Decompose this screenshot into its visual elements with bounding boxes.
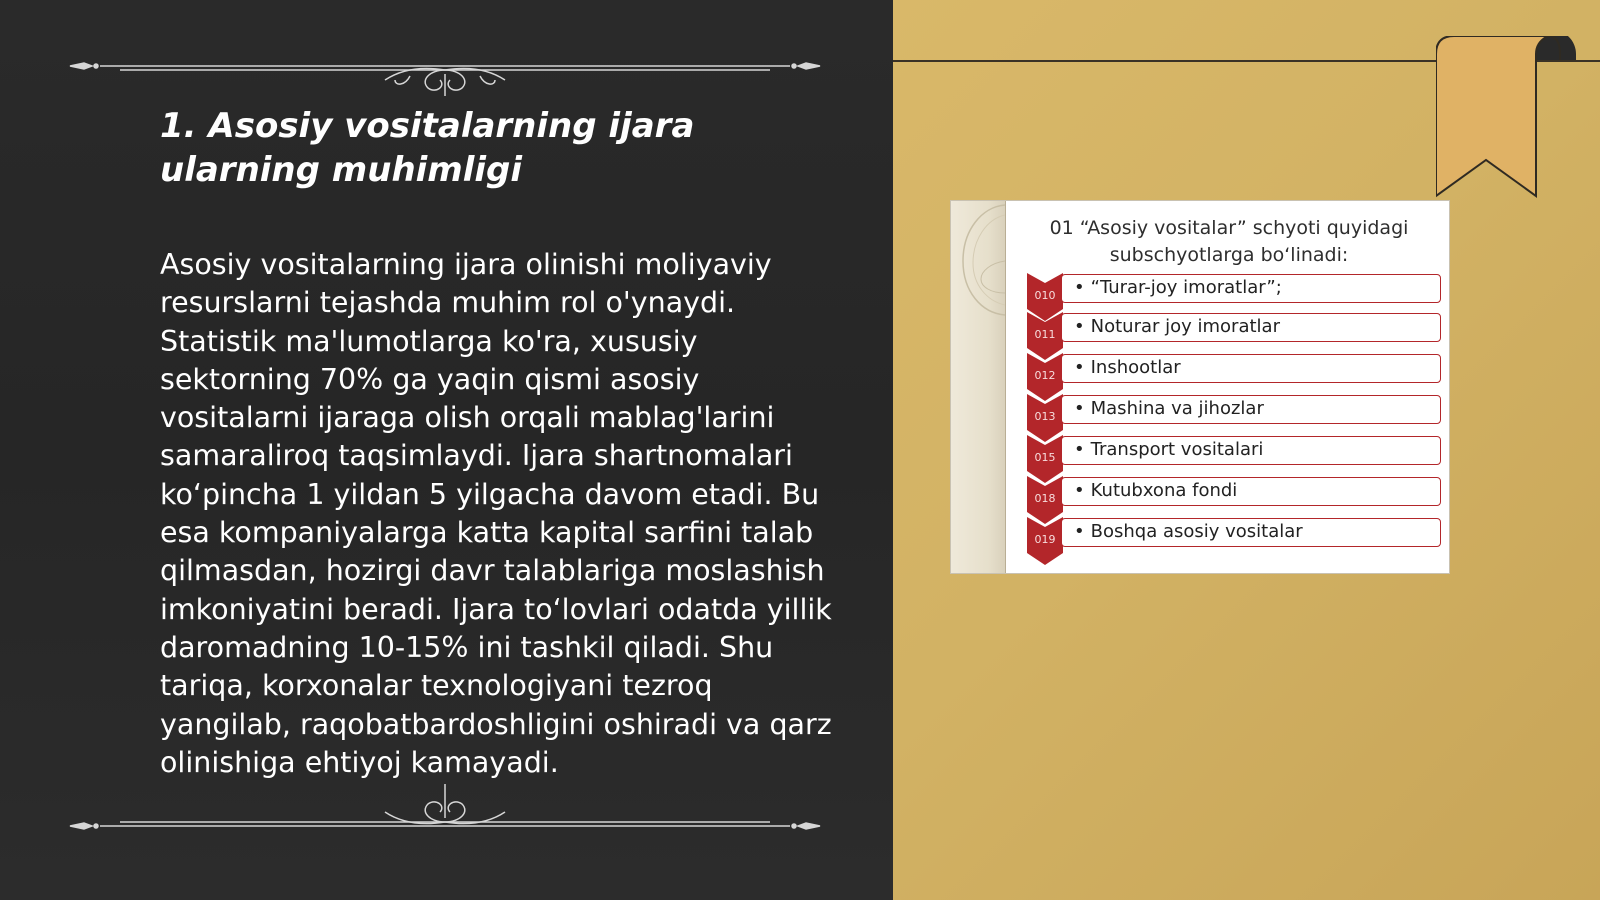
subaccount-label: Inshootlar [1090,357,1181,378]
bullet: • [1074,480,1085,501]
bullet: • [1074,521,1085,542]
subaccount-code: 015 [1034,451,1056,464]
bullet: • [1074,439,1085,460]
subaccount-code: 010 [1034,289,1056,302]
subaccount-label-box [1061,436,1441,465]
subaccount-label: Mashina va jihozlar [1090,398,1264,419]
bottom-ornament-divider [60,780,830,840]
subaccount-code: 011 [1034,328,1056,341]
subaccount-label: Noturar joy imoratlar [1090,316,1280,337]
list-item [1027,353,1447,395]
subaccount-label: Boshqa asosiy vositalar [1090,521,1303,542]
slide-title: 1. Asosiy vositalarning ijara ularning muhimligi [160,106,695,190]
bullet: • [1074,277,1085,298]
subaccount-label: “Turar-joy imoratlar”; [1090,277,1282,298]
subaccount-label: Transport vositalari [1090,439,1264,460]
subaccount-code: 019 [1034,533,1056,546]
list-item [1027,435,1447,477]
scroll-curl-icon [951,201,1005,573]
subaccounts-card [950,200,1450,574]
subaccount-code: 012 [1034,369,1056,382]
bullet: • [1074,316,1085,337]
list-item [1027,476,1447,518]
bullet: • [1074,398,1085,419]
subaccount-label-box [1061,274,1441,303]
subaccount-code: 018 [1034,492,1056,505]
subaccount-label-box [1061,477,1441,506]
card-scroll-spine [951,201,1006,573]
subaccount-label-box [1061,395,1441,424]
list-item [1027,273,1447,315]
bookmark-ribbon-icon [1436,36,1586,201]
list-item [1027,394,1447,436]
bullet: • [1074,357,1085,378]
subaccount-label-box [1061,354,1441,383]
subaccount-label: Kutubxona fondi [1090,480,1238,501]
slide-body-text: Asosiy vositalarning ijara olinishi moliyaviy resurslarni tejashda muhim rol o'ynaydi. Statistik ma'lumotlarga ko'ra, xususiy sektorning 70% ga yaqin qismi asosiy vositalarni ijaraga olish orqali mablag'larini samaraliroq taqsimlaydi. Ijara shartnomalari ko‘pincha 1 yildan 5 yilgacha davom etadi. Bu esa kompaniyalarga katta kapital sarfini talab qilmasdan, hozirgi davr talablariga moslashish imkoniyatini beradi. Ijara to‘lovlari odatda yillik daromadning 10-15% ini tashkil qiladi. Shu tariqa, korxonalar texnologiyani tezroq yangilab, raqobatbardoshligini oshiradi va qarz olinishiga ehtiyoj kamayadi. [160,248,832,779]
subaccount-label-box [1061,518,1441,547]
top-ornament-divider [60,36,830,96]
card-title: 01 “Asosiy vositalar” schyoti quyidagi subschyotlarga bo‘linadi: [1049,217,1409,266]
subaccount-label-box [1061,313,1441,342]
subaccount-code: 013 [1034,410,1056,423]
list-item [1027,517,1447,559]
list-item [1027,312,1447,354]
